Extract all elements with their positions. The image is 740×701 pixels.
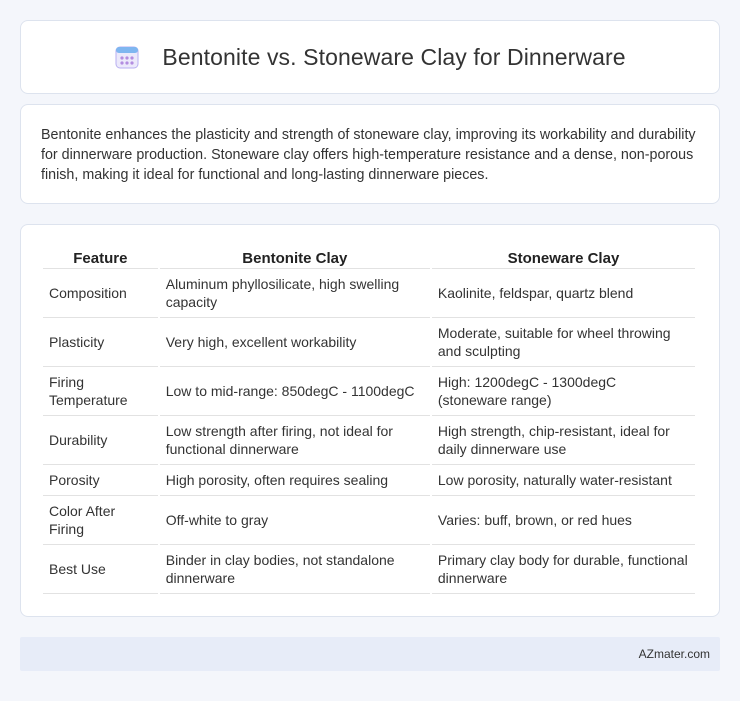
table-row: [43, 496, 695, 545]
bentonite-cell: Binder in clay bodies, not standalone dinnerware: [160, 545, 430, 594]
stoneware-cell: Low porosity, naturally water-resistant: [432, 465, 695, 496]
column-header: Feature: [43, 247, 158, 269]
table-row: [43, 465, 695, 496]
table-row: [43, 318, 695, 367]
stoneware-cell: Primary clay body for durable, functional dinnerware: [432, 545, 695, 594]
bentonite-cell: Off-white to gray: [160, 496, 430, 545]
feature-cell: Best Use: [43, 545, 158, 594]
table-row: [43, 416, 695, 465]
feature-cell: Porosity: [43, 465, 158, 496]
intro-text: Bentonite enhances the plasticity and strength of stoneware clay, improving its workability and durability for dinnerware production. Stoneware clay offers high-temperature resistance and a dense, non-porous finish, making it ideal for functional and long-lasting dinnerware pieces.: [41, 127, 696, 183]
feature-cell: Plasticity: [43, 318, 158, 367]
table-row: [43, 269, 695, 318]
bentonite-cell: Aluminum phyllosilicate, high swelling capacity: [160, 269, 430, 318]
column-header: Bentonite Clay: [160, 247, 430, 269]
feature-cell: Firing Temperature: [43, 367, 158, 416]
footer-credit: AZmater.com: [638, 647, 710, 661]
table-row: [43, 367, 695, 416]
page-title: Bentonite vs. Stoneware Clay for Dinnerware: [162, 43, 626, 70]
bentonite-cell: Low to mid-range: 850degC - 1100degC: [160, 367, 430, 416]
stoneware-cell: High: 1200degC - 1300degC (stoneware range): [432, 367, 695, 416]
stoneware-cell: Moderate, suitable for wheel throwing and sculpting: [432, 318, 695, 367]
title-card: [20, 20, 720, 94]
stoneware-cell: Varies: buff, brown, or red hues: [432, 496, 695, 545]
calendar-icon: [114, 44, 140, 70]
stoneware-cell: High strength, chip-resistant, ideal for daily dinnerware use: [432, 416, 695, 465]
column-header: Stoneware Clay: [432, 247, 695, 269]
comparison-table: [41, 247, 697, 594]
feature-cell: Composition: [43, 269, 158, 318]
footer-bar: [20, 637, 720, 671]
bentonite-cell: Very high, excellent workability: [160, 318, 430, 367]
table-row: [43, 545, 695, 594]
feature-cell: Durability: [43, 416, 158, 465]
bentonite-cell: High porosity, often requires sealing: [160, 465, 430, 496]
stoneware-cell: Kaolinite, feldspar, quartz blend: [432, 269, 695, 318]
intro-card: [20, 104, 720, 204]
comparison-card: [20, 224, 720, 617]
feature-cell: Color After Firing: [43, 496, 158, 545]
table-header-row: [43, 247, 695, 269]
bentonite-cell: Low strength after firing, not ideal for functional dinnerware: [160, 416, 430, 465]
